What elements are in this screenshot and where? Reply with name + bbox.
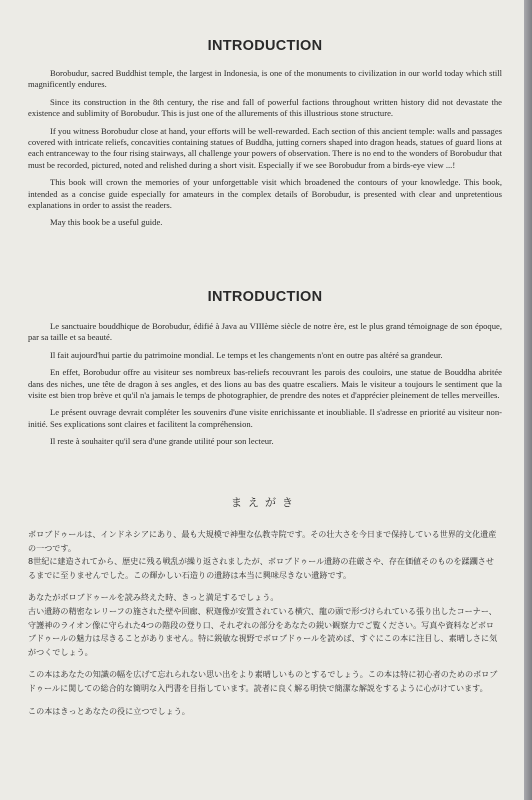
- japanese-paragraph: ボロブドゥールは、インドネシアにあり、最も大規模で神聖な仏教寺院です。その壮大さを今日まで保持している世界的文化遺産の一つです。 8世紀に建造されてから、歴史に残る戦乱が繰り返されましたが、ボロブドゥール遺跡の荘厳さや、存在価値そのものを蹂躙させるまでに至りませんでした。この輝かしい石造りの遺跡は本当に興味尽きない遺跡です。: [28, 529, 497, 580]
- english-paragraph: May this book be a useful guide.: [50, 217, 163, 228]
- japanese-paragraph: この本はきっとあなたの役に立つでしょう。: [28, 705, 190, 716]
- french-paragraph: Il reste à souhaiter qu'il sera d'une grande utilité pour son lecteur.: [50, 436, 274, 447]
- english-paragraph: If you witness Borobudur close at hand, your efforts will be well-rewarded. Each section of this ancient temple: walls and passages covered with intricate reliefs, concavities containing statues of Buddha, jutting corners shaped into dragon heads, statues of guard lions at each entranceway to the four rising stairways, all challenge your powers of observation. There is no end to the wonders of Borobudur that must be recorded, pictured, noted and relished during a short visit. Especially if we see Borobudur from a birds-eye view ...!: [28, 125, 502, 170]
- english-section: [28, 38, 502, 235]
- japanese-paragraph: この本はあなたの知識の幅を広げて忘れられない思い出をより素晴しいものとするでしょう。この本は特に初心者のためのボロブドゥールに関しての総合的な簡明な入門書を目指しています。読者に良く解る明快で簡潔な解説をするように心がけています。: [28, 669, 498, 693]
- english-paragraph: This book will crown the memories of your unforgettable visit which broadened the contours of your knowledge. This book, intended as a concise guide especially for amateurs in the complex details of Borobudur, is presented with clear and unpretentious explanations in order to assist the readers.: [28, 177, 502, 211]
- french-paragraph: En effet, Borobudur offre au visiteur ses nombreux bas-reliefs recouvrant les parois des couloirs, une statue de Bouddha abritée dans des niches, une tête de dragon à ses angles, et des lions au bas des quatre escaliers. Mais le visiteur a toujours le sentiment que la visite est bien trop brève et qu'il n'a jamais le temps de photographier, de prendre des notes et d'apprécier pleinement de telles merveilles.: [28, 367, 502, 401]
- page-edge-shadow: [524, 0, 532, 800]
- japanese-section: [28, 494, 502, 727]
- french-title: INTRODUCTION: [207, 289, 323, 305]
- english-paragraph: Borobudur, sacred Buddhist temple, the largest in Indonesia, is one of the monuments to civilization in our world today which still magnificently endures.: [28, 68, 502, 90]
- english-title: INTRODUCTION: [207, 38, 323, 54]
- japanese-title: まえがき: [231, 496, 299, 509]
- french-paragraph: Le présent ouvrage devrait compléter les souvenirs d'une visite enrichissante et inoubliable. Il s'adresse en priorité au visiteur non-initié. Ses explications sont claires et facilitent la compréhension.: [28, 407, 502, 429]
- french-paragraph: Il fait aujourd'hui partie du patrimoine mondial. Le temps et les changements n'ont en outre pas altéré sa grandeur.: [50, 349, 443, 360]
- french-section: [28, 289, 502, 454]
- french-paragraph: Le sanctuaire bouddhique de Borobudur, édifié à Java au VIIIème siècle de notre ère, est le plus grand témoignage de son époque, par sa taille et sa beauté.: [28, 321, 502, 343]
- english-paragraph: Since its construction in the 8th century, the rise and fall of powerful factions throughout written history did not devastate the existence and sublimity of Borobudur. This is just one of the allurements of this illustrious stone structure.: [28, 96, 502, 119]
- japanese-paragraph: あなたがボロブドゥールを読み終えた時、きっと満足するでしょう。 古い遺跡の精密なレリーフの施された壁や回廊、釈迦像が安置されている横穴、龍の頭で形づけられている張り出したコーナー、守護神のライオン像に守られた4つの階段の登り口、それぞれの部分をあなたの鋭い観察力でご覧ください。写真や資料などボロブドゥールの魅力は尽きることがありません。特に鋭敏な視野でボロブドゥールを読めば、すぐにこの本に注目し、素晴しさに気がつくでしょう。: [28, 592, 498, 657]
